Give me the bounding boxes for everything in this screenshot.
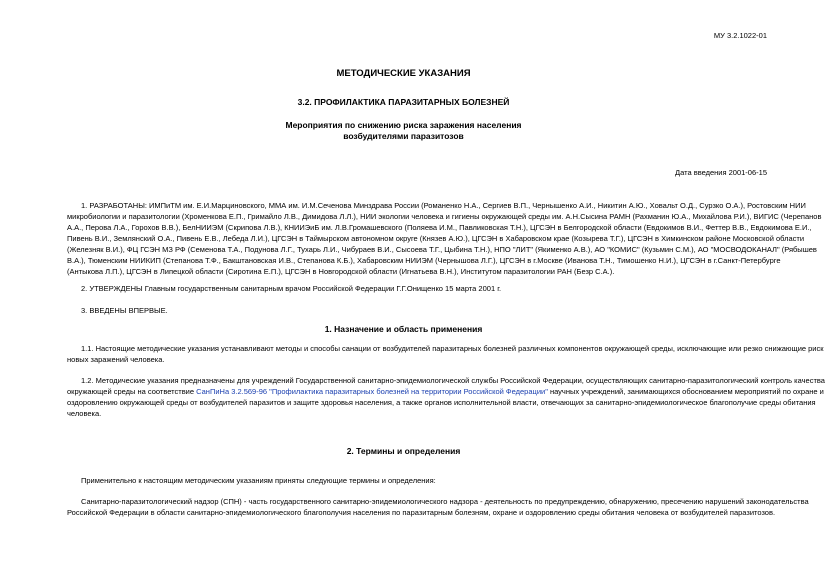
developers-paragraph — [67, 200, 822, 277]
paragraph-line: 1.1. Настоящие методические указания устанавливают методы и способы санации от возбудителей паразитарных болезней различных компонентов окружающей среды, исключающие или резко снижающие риск — [81, 344, 824, 353]
paragraph-line: человека. — [67, 409, 102, 418]
document-title-line-2: возбудителями паразитозов — [343, 131, 464, 141]
paragraph-line: Пивень В.И., Землянский О.А., Пивень Е.В., Лебеда Л.И.), ЦГСЭН в Таймырском автономном округе (Князев А.Ю.), ЦГСЭН в Хабаровском крае (Козырева Т.Г.), ЦГСЭН в Химкинском районе Московской области — [67, 234, 805, 243]
paragraph-line: микробиологии и паразитологии (Хроменкова Е.П., Гримайло Л.В., Димидова Л.Л.), НИИ экологии человека и гигиены окружающей среды им. А.Н.Сысина РАМН (Рахманин Ю.А., Михайлова Р.И.), ВИГИС (Черепанов — [67, 212, 822, 221]
paragraph-line: (Железняк В.И.), ФЦ ГСЭН МЗ РФ (Семенова Т.А., Подунова Л.Г., Тухарь Л.И., Чибураев В.И., Сысоева Т.Г., Цыбина Т.Н.), НПО "ЛИТ" (Якименко А.В.), АО "КОМИС" (Кузьмин С.М.), АО "МОСВОДОКАНАЛ" (Рябышев — [67, 245, 817, 254]
section-1-heading: 1. Назначение и область применения — [324, 324, 483, 334]
section-1-paragraph-2 — [67, 375, 825, 419]
paragraph-line: оздоровлению окружающей среды от возбудителей паразитов и защите здоровья населения, а также органов исполнительной власти, отвечающих за санитарно-эпидемиологическое благополучие среды обитания — [67, 398, 816, 407]
main-heading: МЕТОДИЧЕСКИЕ УКАЗАНИЯ — [336, 68, 471, 79]
paragraph-line: новых заражений человека. — [67, 355, 165, 364]
paragraph-text: научных учреждений, занимающихся обоснованием мероприятий по охране и — [547, 387, 824, 396]
paragraph-line: Применительно к настоящим методическим указаниям приняты следующие термины и определения: — [81, 476, 436, 485]
section-2-intro — [67, 475, 767, 486]
section-2-heading: 2. Термины и определения — [346, 446, 461, 456]
approved-paragraph — [67, 283, 767, 294]
sub-heading: 3.2. ПРОФИЛАКТИКА ПАРАЗИТАРНЫХ БОЛЕЗНЕЙ — [297, 97, 510, 107]
paragraph-line: 1.2. Методические указания предназначены для учреждений Государственной санитарно-эпидемиологической службы Российской Федерации, осуществляющих санитарно-паразитологический контроль качества — [81, 376, 825, 385]
document-code: МУ 3.2.1022-01 — [713, 31, 767, 40]
paragraph-line: Санитарно-паразитологический надзор (СПН) - часть государственного санитарно-эпидемиологического надзора - деятельность по предупреждению, обнаружению, пресечению нарушений законодательства — [81, 497, 809, 506]
section-2-definition — [67, 496, 809, 518]
paragraph-line: Российской Федерации в области санитарно-эпидемиологического благополучия населения по паразитарным болезням, охране и оздоровлению среды обитания человека от возбудителей паразитозов. — [67, 508, 776, 517]
paragraph-line: В.А.), Тюменским НИИКИП (Степанова Т.Ф., Бакштановская И.В., Степанова К.Б.), Хабаровским НИИЭМ (Чернышова Л.Г.), ЦГСЭН в г.Москве (Иванова Т.Н., Тимошенко Н.И.), ЦГСЭН в г.Санкт-Петербурге — [67, 256, 781, 265]
paragraph-line — [67, 386, 824, 397]
paragraph-line: 3. ВВЕДЕНЫ ВПЕРВЫЕ. — [81, 306, 168, 315]
document-title-line-1: Мероприятия по снижению риска заражения населения — [285, 120, 522, 130]
paragraph-line: 2. УТВЕРЖДЕНЫ Главным государственным санитарным врачом Российской Федерации Г.Г.Онищенко 15 марта 2001 г. — [81, 284, 502, 293]
paragraph-line: 1. РАЗРАБОТАНЫ: ИМПиТМ им. Е.И.Марциновского, ММА им. И.М.Сеченова Минздрава России (Романенко Н.А., Сергиев В.П., Чернышенко А.И., Никитин А.Ю., Ховальт О.Д., Сурзко О.А.), Ростовским НИИ — [81, 201, 806, 210]
introduced-paragraph — [67, 305, 767, 316]
paragraph-text: окружающей среды на соответствие — [67, 387, 197, 396]
paragraph-line: А.А., Перова Л.А., Горохов В.В.), БелНИИЭМ (Скрипова Л.В.), КНИИЭиБ им. Л.В.Громашевского (Поляева И.М., Павликовская Т.Н.), ЦГСЭН в Белгородской области (Евдокимов В.И., Феттер В.В., Евдокимова Е.И., — [67, 223, 812, 232]
sanpin-link[interactable]: СанПиНа 3.2.569-96 "Профилактика паразитарных болезней на территории Российской Федерации" — [196, 387, 548, 396]
section-1-paragraph-1 — [67, 343, 824, 365]
paragraph-line: (Антыкова Л.П.), ЦГСЭН в Липецкой области (Сиротина Е.П.), ЦГСЭН в Новгородской области (Игнатьева В.Н.), Институтом паразитологии РАН (Безр С.А.). — [67, 267, 615, 276]
introduction-date: Дата введения 2001-06-15 — [675, 168, 767, 177]
